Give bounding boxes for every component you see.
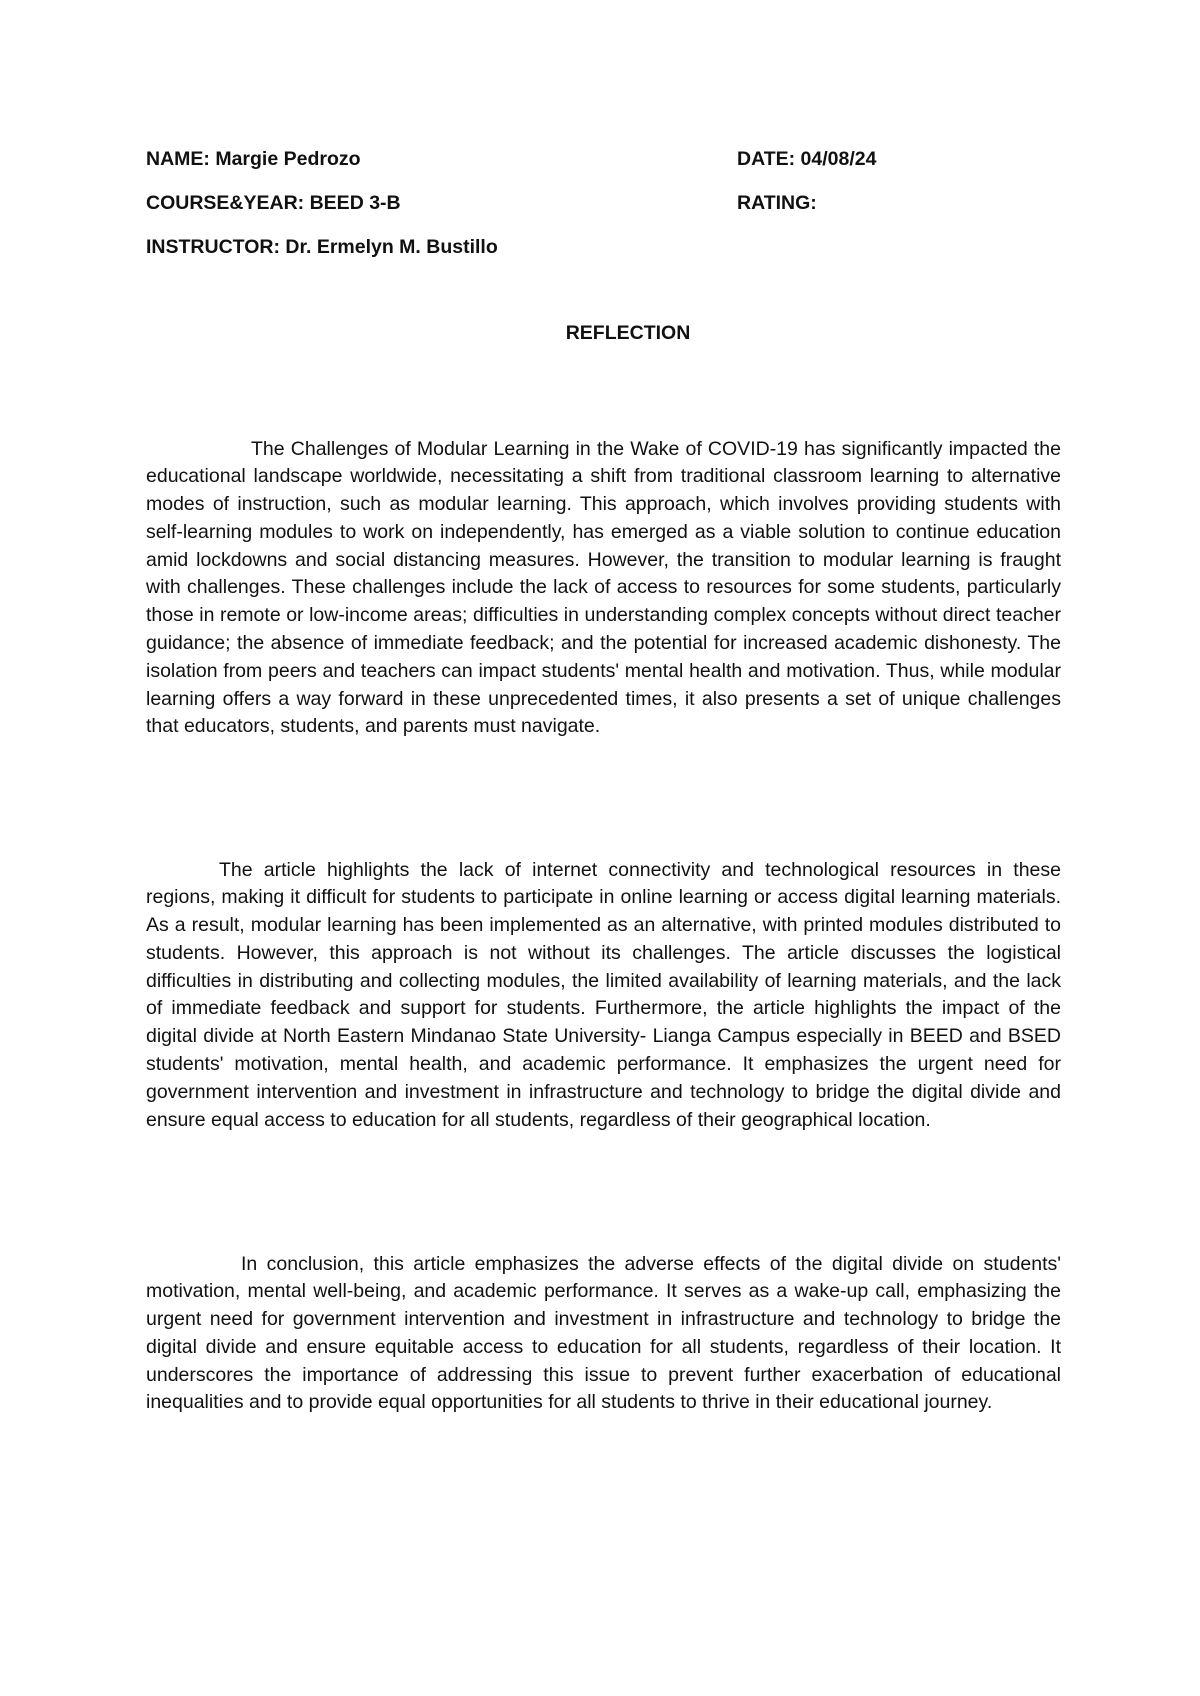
paragraph-2: The article highlights the lack of internet connectivity and technological resources in these regions, making it difficult for students to participate in online learning or access digital learning materials. As a result, modular learning has been implemented as an alternative, with printed modules distributed to students. However, this approach is not without its challenges. The article discusses the logistical difficulties in distributing and collecting modules, the limited availability of learning materials, and the lack of immediate feedback and support for students. Furthermore, the article highlights the impact of the digital divide at North Eastern Mindanao State University- Lianga Campus especially in BEED and BSED students' motivation, mental health, and academic performance. It emphasizes the urgent need for government intervention and investment in infrastructure and technology to bridge the digital divide and ensure equal access to education for all students, regardless of their geographical location. bbox=[146, 858, 1061, 1131]
document-title: REFLECTION bbox=[565, 322, 691, 344]
document-header bbox=[146, 145, 1066, 277]
date-field: DATE: 04/08/24 bbox=[737, 148, 877, 170]
rating-field: RATING: bbox=[737, 192, 817, 214]
header-row-1 bbox=[146, 145, 1066, 189]
paragraph-1: The Challenges of Modular Learning in the Wake of COVID-19 has significantly impacted the educational landscape worldwide, necessitating a shift from traditional classroom learning to alternative modes of instruction, such as modular learning. This approach, which involves providing students with self-learning modules to work on independently, has emerged as a viable solution to continue education amid lockdowns and social distancing measures. However, the transition to modular learning is fraught with challenges. These challenges include the lack of access to resources for some students, particularly those in remote or low-income areas; difficulties in understanding complex concepts without direct teacher guidance; the absence of immediate feedback; and the potential for increased academic dishonesty. The isolation from peers and teachers can impact students' mental health and motivation. Thus, while modular learning offers a way forward in these unprecedented times, it also presents a set of unique challenges that educators, students, and parents must navigate. bbox=[146, 437, 1061, 738]
header-row-3 bbox=[146, 233, 1066, 277]
student-name: NAME: Margie Pedrozo bbox=[146, 148, 361, 170]
course-year: COURSE&YEAR: BEED 3-B bbox=[146, 192, 401, 214]
header-row-2 bbox=[146, 189, 1066, 233]
instructor-name: INSTRUCTOR: Dr. Ermelyn M. Bustillo bbox=[146, 236, 498, 258]
paragraph-3: In conclusion, this article emphasizes the adverse effects of the digital divide on students' motivation, mental well-being, and academic performance. It serves as a wake-up call, emphasizing the urgent need for government intervention and investment in infrastructure and technology to bridge the digital divide and ensure equitable access to education for all students, regardless of their location. It underscores the importance of addressing this issue to prevent further exacerbation of educational inequalities and to provide equal opportunities for all students to thrive in their educational journey. bbox=[146, 1252, 1061, 1414]
